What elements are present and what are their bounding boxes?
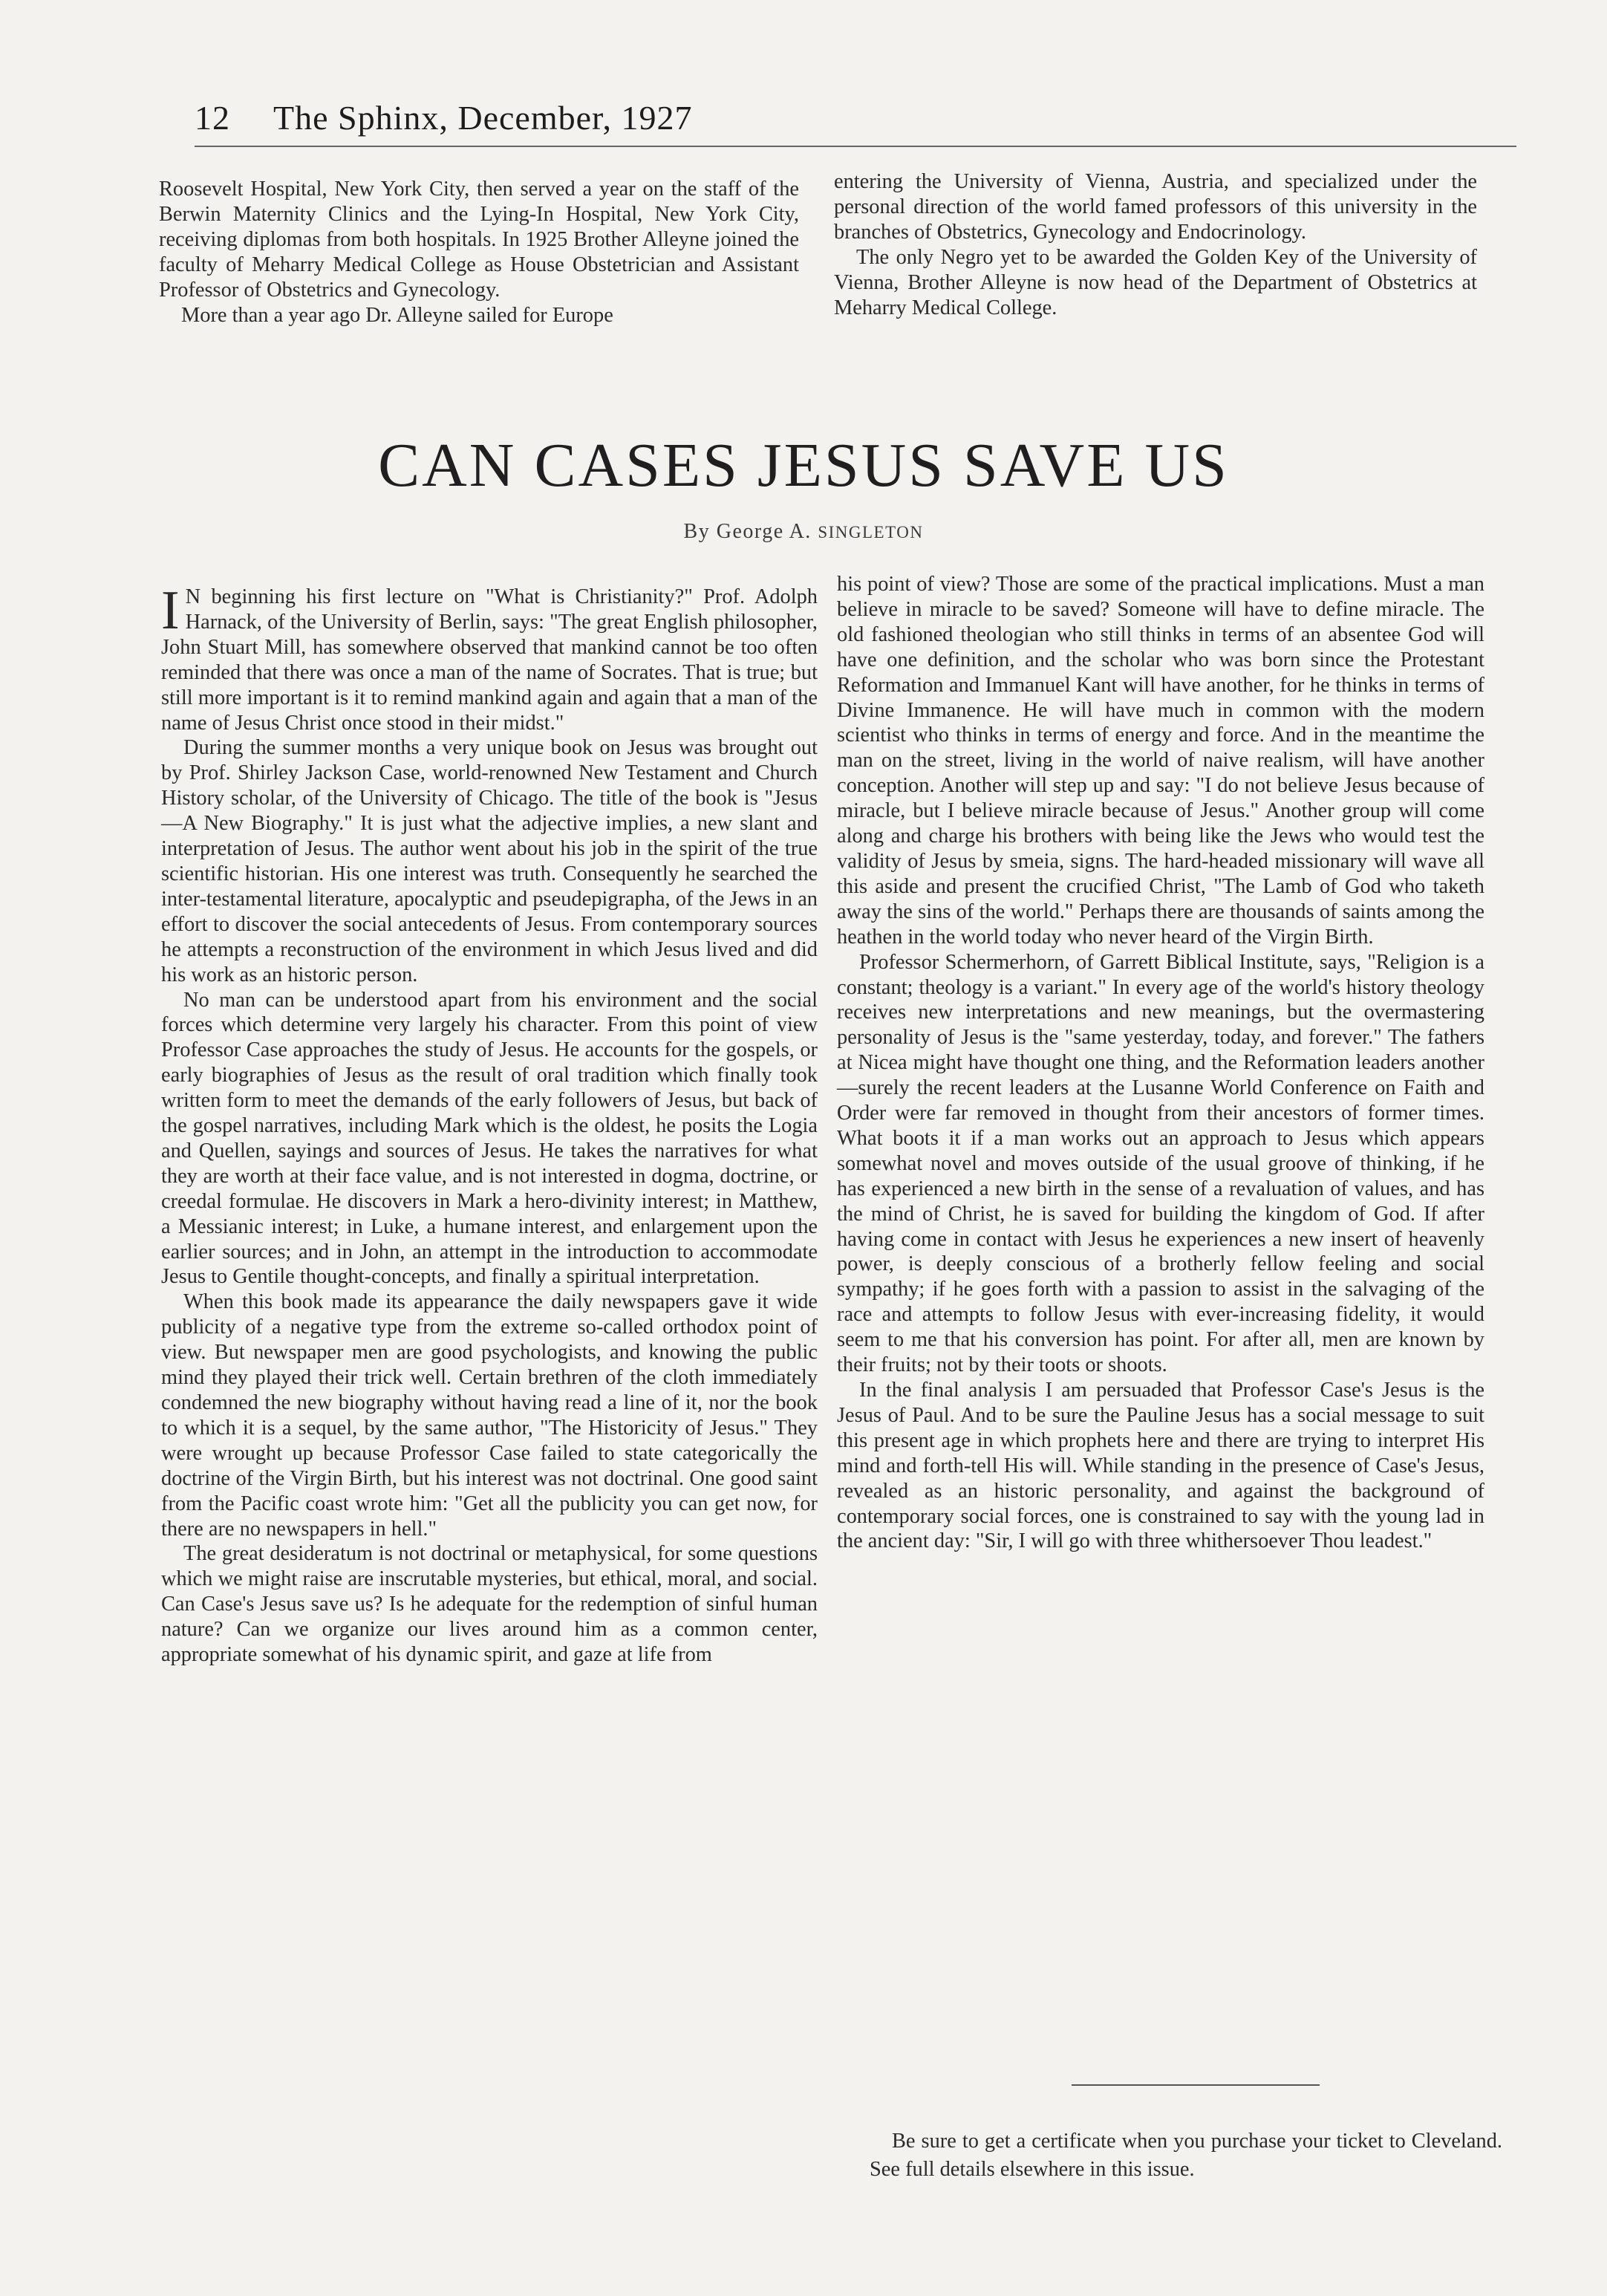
paragraph: In the final analysis I am persuaded that Professor Case's Jesus is the Jesus of Paul. And to be sure the Pauline Jesus has a social message to suit this present age in which prophets here and there are trying to interpret His mind and forth-tell His will. While standing in the presence of Case's Jesus, revealed as an historic personality, and against the background of contemporary social forces, one is constrained to say with the young lad in the ancient day: "Sir, I will go with three whithersoever Thou leadest." (837, 1379, 1484, 1553)
paragraph: Professor Schermerhorn, of Garrett Biblical Institute, says, "Religion is a constant; theology is a variant." In every age of the world's history theology receives new interpretations and new meanings, but the overmastering personality of Jesus is the "same yesterday, today, and forever." The fathers at Nicea might have thought one thing, and the Reformation leaders another—surely the recent leaders at the Lusanne World Conference on Faith and Order were far removed in thought from their ancestors of former times. What boots it if a man works out an approach to Jesus which appears somewhat novel and moves outside of the usual groove of thinking, if he has experienced a new birth in the sense of a revaluation of values, and has the mind of Christ, he is saved for building the kingdom of God. If after having come in contact with Jesus he experiences a new insert of heavenly power, is deeply conscious of a brotherly fellow feeling and social sympathy; if he goes forth with a passion to assist in the salvaging of the race and attempts to follow Jesus with ever-increasing fidelity, it would seem to me that his conversion has point. For after all, men are known by their fruits; not by their toots or shoots. (837, 950, 1484, 1377)
paragraph: The only Negro yet to be awarded the Golden Key of the University of Vienna, Brother Alleyne is now head of the Department of Obstetrics at Meharry Medical College. (834, 245, 1477, 319)
article-left-column (161, 580, 818, 1668)
header-rule (195, 146, 1516, 147)
author-last-name: SINGLETON (818, 523, 924, 542)
first-paragraph (161, 580, 818, 735)
paragraph: During the summer months a very unique book on Jesus was brought out by Prof. Shirley Jackson Case, world-renowned New Testament and Church History scholar, of the University of Chicago. The title of the book is "Jesus—A New Biography." It is just what the adjective implies, a new slant and interpretation of Jesus. The author went about his job in the spirit of the true scientific historian. His one interest was truth. Consequently he searched the inter-testamental literature, apocalyptic and pseudepigrapha, of the Jews in an effort to discover the social antecedents of Jesus. From contemporary sources he attempts a reconstruction of the environment in which Jesus lived and did his work as an historic person. (161, 736, 818, 986)
prev-article-left-column (159, 177, 799, 328)
paragraph: entering the University of Vienna, Austria, and specialized under the personal direction of the world famed professors of this university in the branches of Obstetrics, Gynecology and Endocrinology. (834, 170, 1477, 244)
publication-title: The Sphinx, December, 1927 (273, 99, 693, 137)
article-byline (0, 520, 1607, 544)
page-number: 12 (195, 99, 230, 137)
paragraph: his point of view? Those are some of the practical implications. Must a man believe in miracle to be saved? Someone will have to define miracle. The old fashioned theologian who still thinks in terms of an absentee God will have one definition, and the scholar who was born since the Protestant Reformation and Immanuel Kant will have another, for he thinks in terms of Divine Immanence. He will have much in common with the modern scientist who thinks in terms of energy and force. And in the meantime the man on the street, living in the world of naive realism, will have another conception. Another will step up and say: "I do not believe Jesus because of miracle, but I believe miracle because of Jesus." Another group will come along and charge his brothers with being like the Jews who would test the validity of Jesus by smeia, signs. The hard-headed missionary will wave all this aside and present the crucified Christ, "The Lamb of God who taketh away the sins of the world." Perhaps there are thousands of saints among the heathen in the world today who never heard of the Virgin Birth. (837, 573, 1484, 949)
running-head (195, 98, 1516, 137)
paragraph: More than a year ago Dr. Alleyne sailed for Europe (181, 303, 613, 327)
paragraph: When this book made its appearance the daily newspapers gave it wide publicity of a negative type from the extreme so-called orthodox point of view. But newspaper men are good psychologists, and knowing the public mind they played their trick well. Certain brethren of the cloth immediately condemned the new biography without having read a line of it, nor the book to which it is a sequel, by the same author, "The Historicity of Jesus." They were wrought up because Professor Case failed to state categorically the doctrine of the Virgin Birth, but his interest was not doctrinal. One good saint from the Pacific coast wrote him: "Get all the publicity you can get now, for there are no newspapers in hell." (161, 1290, 818, 1541)
paragraph: The great desideratum is not doctrinal or metaphysical, for some questions which we might raise are inscrutable mysteries, but ethical, moral, and social. Can Case's Jesus save us? Is he adequate for the redemption of sinful human nature? Can we organize our lives around him as a common center, appropriate somewhat of his dynamic spirit, and gaze at life from (161, 1542, 818, 1667)
byline-prefix: By (683, 520, 711, 543)
article-end-rule (1072, 2084, 1320, 2086)
article-title: CAN CASES JESUS SAVE US (378, 431, 1229, 500)
cleveland-notice (870, 2127, 1502, 2184)
article-right-column (837, 572, 1484, 1554)
first-paragraph-text: N beginning his first lecture on "What is Christianity?" Prof. Adolph Harnack, of the University of Berlin, says: "The great English philosopher, John Stuart Mill, has somewhere observed that mankind cannot be too often reminded that there was once a man of the name of Socrates. That is true; but still more important is it to remind mankind again and again that a man of the name of Jesus Christ once stood in their midst." (161, 585, 818, 735)
drop-cap: I (161, 580, 180, 641)
notice-text: Be sure to get a certificate when you purchase your ticket to Cleveland. See full details elsewhere in this issue. (870, 2130, 1502, 2181)
paragraph: Roosevelt Hospital, New York City, then served a year on the staff of the Berwin Maternity Clinics and the Lying-In Hospital, New York City, receiving diplomas from both hospitals. In 1925 Brother Alleyne joined the faculty of Meharry Medical College as House Obstetrician and Assistant Professor of Obstetrics and Gynecology. (159, 178, 799, 302)
author-first-name: George A. (716, 520, 812, 543)
paragraph: No man can be understood apart from his environment and the social forces which determine very largely his character. From this point of view Professor Case approaches the study of Jesus. He accounts for the gospels, or early biographies of Jesus as the result of oral tradition which finally took written form to meet the demands of the early followers of Jesus, but back of the gospel narratives, including Mark which is the oldest, he posits the Logia and Quellen, sayings and sources of Jesus. He takes the narratives for what they are worth at their face value, and is not interested in dogma, doctrine, or creedal formulae. He discovers in Mark a hero-divinity interest; in Matthew, a Messianic interest; in Luke, a humane interest, and enlargement upon the earlier sources; and in John, an attempt in the introduction to accommodate Jesus to Gentile thought-concepts, and finally a spiritual interpretation. (161, 988, 818, 1289)
prev-article-right-column (834, 169, 1477, 320)
